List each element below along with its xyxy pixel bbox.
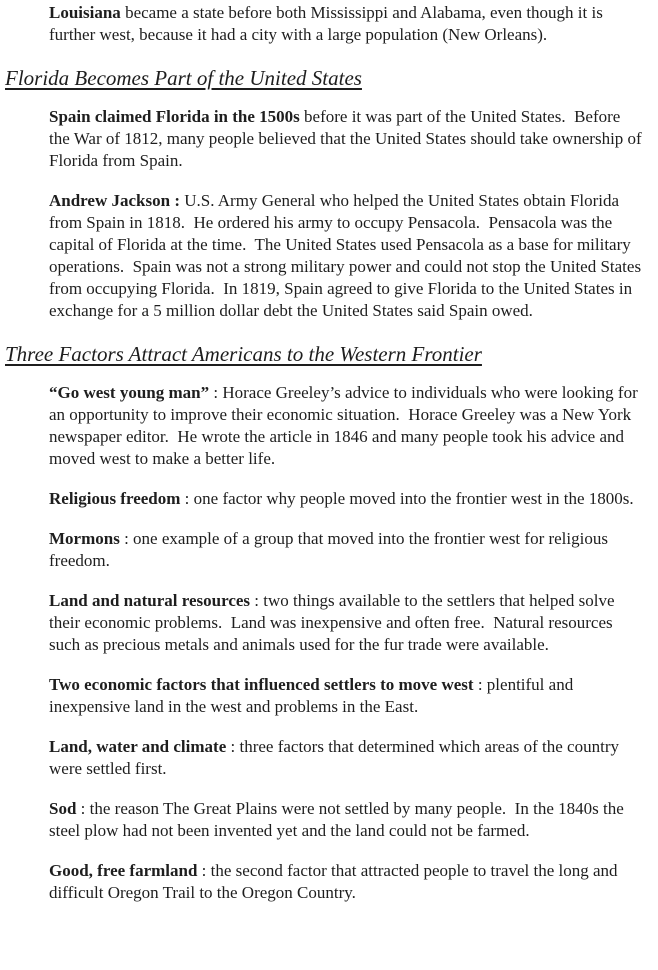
paragraph-land-water-climate-text: : three factors that determined which areas of the country were settled first. [49, 737, 624, 778]
paragraph-good-free-farmland [49, 860, 645, 904]
paragraph-good-free-farmland-text: : the second factor that attracted people to travel the long and difficult Oregon Trail to the Oregon Country. [49, 861, 622, 902]
paragraph-go-west-text: : Horace Greeley’s advice to individuals who were looking for an opportunity to improve their economic situation. Horace Greeley was a New York newspaper editor. He wrote the article in 1846 and many people took his advice and moved west to make a better life. [49, 383, 643, 468]
paragraph-spain-text: before it was part of the United States. Before the War of 1812, many people believed that the United States should take ownership of Florida from Spain. [49, 107, 646, 170]
paragraph-andrew-jackson-text: U.S. Army General who helped the United States obtain Florida from Spain in 1818. He ordered his army to occupy Pensacola. Pensacola was the capital of Florida at the time. The United States used Pensacola as a base for military operations. Spain was not a strong military power and could not stop the United States from occupying Florida. In 1819, Spain agreed to give Florida to the United States in exchange for a 5 million dollar debt the United States said Spain owed. [49, 191, 646, 320]
paragraph-sod-text: : the reason The Great Plains were not settled by many people. In the 1840s the steel plow had not been invented yet and the land could not be farmed. [49, 799, 628, 840]
term-religious-freedom: Religious freedom [49, 489, 181, 508]
paragraph-religious-freedom [49, 488, 645, 510]
section-heading-florida: Florida Becomes Part of the United States [5, 66, 362, 90]
paragraph-go-west [49, 382, 645, 470]
term-louisiana: Louisiana [49, 3, 121, 22]
paragraph-land-natural-resources [49, 590, 645, 656]
paragraph-religious-freedom-text: : one factor why people moved into the frontier west in the 1800s. [180, 489, 634, 508]
paragraph-louisiana [49, 2, 645, 46]
paragraph-mormons-text: : one example of a group that moved into the frontier west for religious freedom. [49, 529, 613, 570]
term-spain-claimed-florida: Spain claimed Florida in the 1500s [49, 107, 300, 126]
term-good-free-farmland: Good, free farmland [49, 861, 198, 880]
paragraph-andrew-jackson [49, 190, 645, 322]
term-two-economic-factors: Two economic factors that influenced settlers to move west [49, 675, 474, 694]
term-go-west: “Go west young man” [49, 383, 210, 402]
term-mormons: Mormons [49, 529, 120, 548]
paragraph-spain-claimed-florida [49, 106, 645, 172]
term-sod: Sod [49, 799, 77, 818]
paragraph-louisiana-text: became a state before both Mississippi and Alabama, even though it is further west, because it had a city with a large population (New Orleans). [49, 3, 608, 44]
term-land-water-climate: Land, water and climate [49, 737, 227, 756]
paragraph-two-economic-factors [49, 674, 645, 718]
paragraph-land-natural-resources-text: : two things available to the settlers that helped solve their economic problems. Land was inexpensive and often free. Natural resources such as precious metals and animals used for the fur trade were available. [49, 591, 619, 654]
paragraph-two-economic-factors-text: : plentiful and inexpensive land in the west and problems in the East. [49, 675, 578, 716]
term-andrew-jackson: Andrew Jackson : [49, 191, 180, 210]
section-heading-three-factors: Three Factors Attract Americans to the Western Frontier [5, 342, 482, 366]
term-land-natural-resources: Land and natural resources [49, 591, 251, 610]
paragraph-mormons [49, 528, 645, 572]
paragraph-sod [49, 798, 645, 842]
paragraph-land-water-climate [49, 736, 645, 780]
